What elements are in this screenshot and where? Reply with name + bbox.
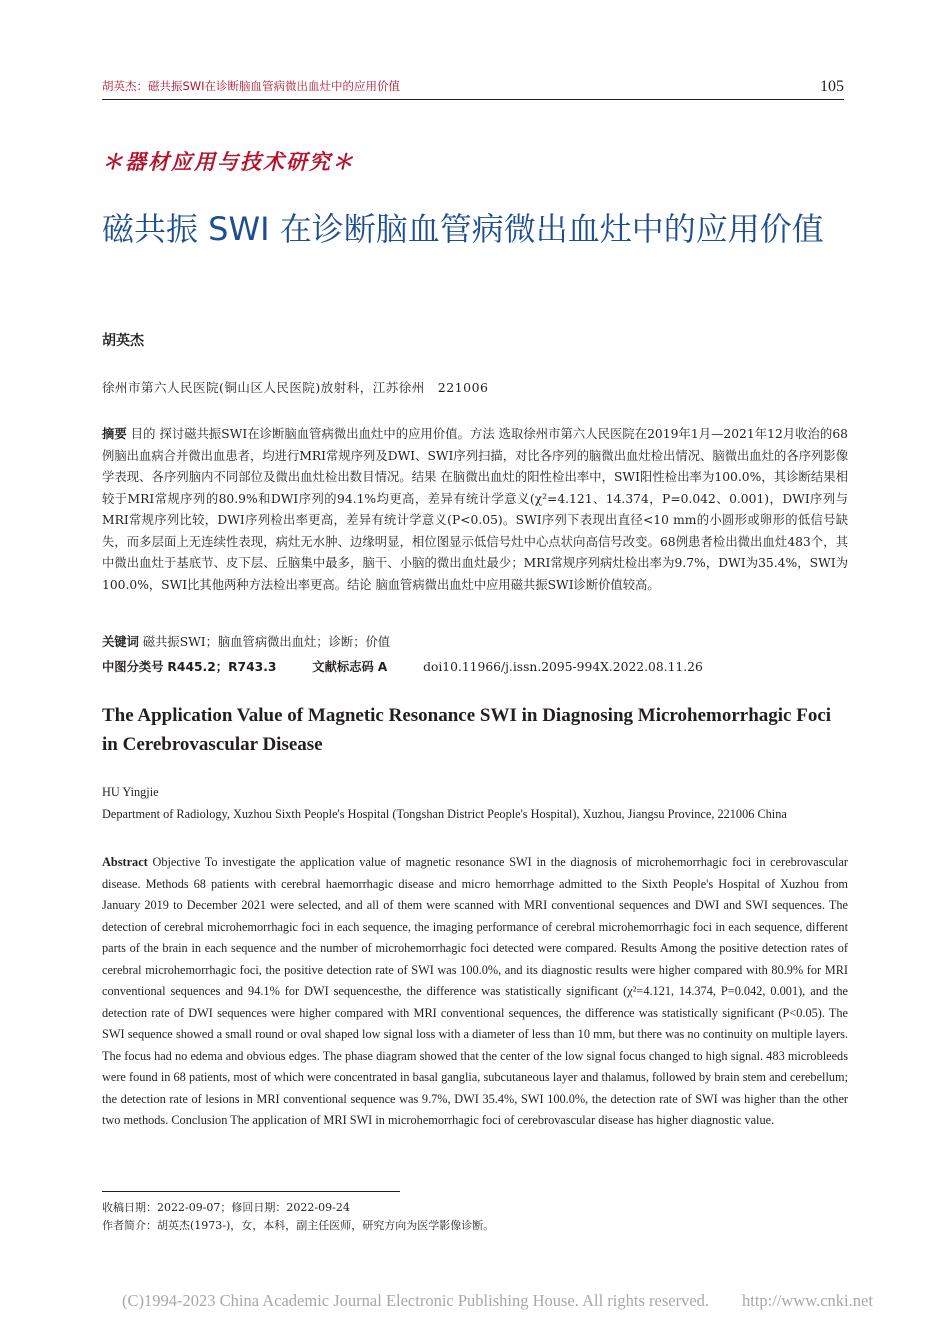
copyright-watermark: (C)1994-2023 China Academic Journal Electronic Publishing House. All rights reserved. http://www.cnki.net [122, 1291, 873, 1310]
abstract-zh [102, 424, 848, 596]
running-head: 胡英杰：磁共振SWI在诊断脑血管病微出血灶中的应用价值 [102, 79, 401, 93]
affiliation-en: Department of Radiology, Xuzhou Sixth People's Hospital (Tongshan District People's Hospital), Xuzhou, Jiangsu Province, 221006 China [102, 807, 787, 821]
doi: doi10.11966/j.issn.2095-994X.2022.08.11.26 [423, 660, 703, 674]
clc-value: R445.2；R743.3 [167, 660, 277, 674]
doc-code-value: A [377, 660, 388, 674]
abstract-zh-label: 摘要 [102, 427, 127, 441]
page-number: 105 [820, 78, 844, 95]
header-rule [102, 99, 844, 100]
author-name-zh: 胡英杰 [102, 333, 144, 349]
keywords-zh-label: 关键词 [102, 635, 139, 649]
classification-line [102, 657, 703, 675]
affiliation-zh: 徐州市第六人民医院(铜山区人民医院)放射科，江苏徐州 221006 [102, 380, 489, 395]
received-dates: 收稿日期：2022-09-07；修回日期：2022-09-24 [102, 1201, 350, 1214]
footnote-rule [102, 1191, 400, 1192]
article-title-en: The Application Value of Magnetic Resonance SWI in Diagnosing Microhemorrhagic Foci in Cerebrovascular Disease [102, 705, 832, 755]
keywords-zh [102, 632, 390, 650]
clc-label: 中图分类号 [102, 660, 164, 674]
abstract-en-body: Objective To investigate the application value of magnetic resonance SWI in the diagnosis of microhemorrhagic foci in cerebrovascular disease. Methods 68 patients with cerebral haemorrhagic disease and micro hemorrhage admitted to the Sixth People's Hospital of Xuzhou from January 2019 to December 2021 were selected, and all of them were scanned with MRI conventional sequences and DWI and SWI sequences. The detection of cerebral microhemorrhagic foci in each sequence, the imaging performance of cerebral microhemorrhagic foci in each sequence, different parts of the brain in each sequence and the number of microhemorrhagic foci detected were compared. Results Among the positive detection rates of cerebral microhemorrhagic foci, the positive detection rate of SWI was 100.0%, and its diagnostic results were higher compared with 80.9% for MRI conventional sequences and 94.1% for DWI sequencesthe, the difference was statistically significant (χ²=4.121, 14.374, P=0.042, 0.001), and the detection rate of DWI sequences were higher compared with MRI conventional sequences, the difference was statistically significant (P<0.05). The SWI sequence showed a small round or oval shaped low signal loss with a diameter of less than 10 mm, but there was no continuity on multiple layers. The focus had no edema and obvious edges. The phase diagram showed that the center of the low signal focus changed to high signal. 483 microbleeds were found in 68 patients, most of which were concentrated in basal ganglia, subcutaneous layer and thalamus, followed by brain stem and cerebellum; the detection rate of lesions in MRI conventional sequence was 9.7%, DWI 35.4%, SWI 100.0%, the detection rate of SWI was higher than the other two methods. Conclusion The application of MRI SWI in microhemorrhagic foci of cerebrovascular disease has higher diagnostic value. [102, 855, 849, 1127]
author-name-en: HU Yingjie [102, 785, 159, 799]
section-label: ＊器材应用与技术研究＊ [102, 149, 355, 174]
abstract-zh-body: 目的 探讨磁共振SWI在诊断脑血管病微出血灶中的应用价值。方法 选取徐州市第六人民医院在2019年1月—2021年12月收治的68例脑出血病合并微出血患者，均进行MRI常规序列及DWI、SWI序列扫描，对比各序列的脑微出血灶检出情况、脑微出血灶的各序列影像学表现、各序列脑内不同部位及微出血灶检出数目情况。结果 在脑微出血灶的阳性检出率中，SWI阳性检出率为100.0%，其诊断结果相较于MRI常规序列的80.9%和DWI序列的94.1%均更高，差异有统计学意义(χ²=4.121、14.374，P=0.042、0.001)，DWI序列与MRI常规序列比较，DWI序列检出率更高，差异有统计学意义(P<0.05)。SWI序列下表现出直径<10 mm的小圆形或卵形的低信号缺失，而多层面上无连续性表现，病灶无水肿、边缘明显，相位图显示低信号灶中心点状向高信号改变。68例患者检出微出血灶483个，其中微出血灶于基底节、皮下层、丘脑集中最多，脑干、小脑的微出血灶最少；MRI常规序列病灶检出率为9.7%，DWI为35.4%，SWI为100.0%，SWI比其他两种方法检出率更高。结论 脑血管病微出血灶中应用磁共振SWI诊断价值较高。 [102, 427, 848, 592]
abstract-en-label: Abstract [102, 855, 148, 869]
doc-code-label: 文献标志码 [312, 660, 374, 674]
keywords-zh-body: 磁共振SWI；脑血管病微出血灶；诊断；价值 [142, 635, 391, 649]
abstract-en [102, 852, 848, 1132]
article-title-zh: 磁共振 SWI 在诊断脑血管病微出血灶中的应用价值 [102, 210, 824, 248]
author-bio: 作者简介：胡英杰(1973-)，女，本科，副主任医师，研究方向为医学影像诊断。 [102, 1219, 495, 1232]
